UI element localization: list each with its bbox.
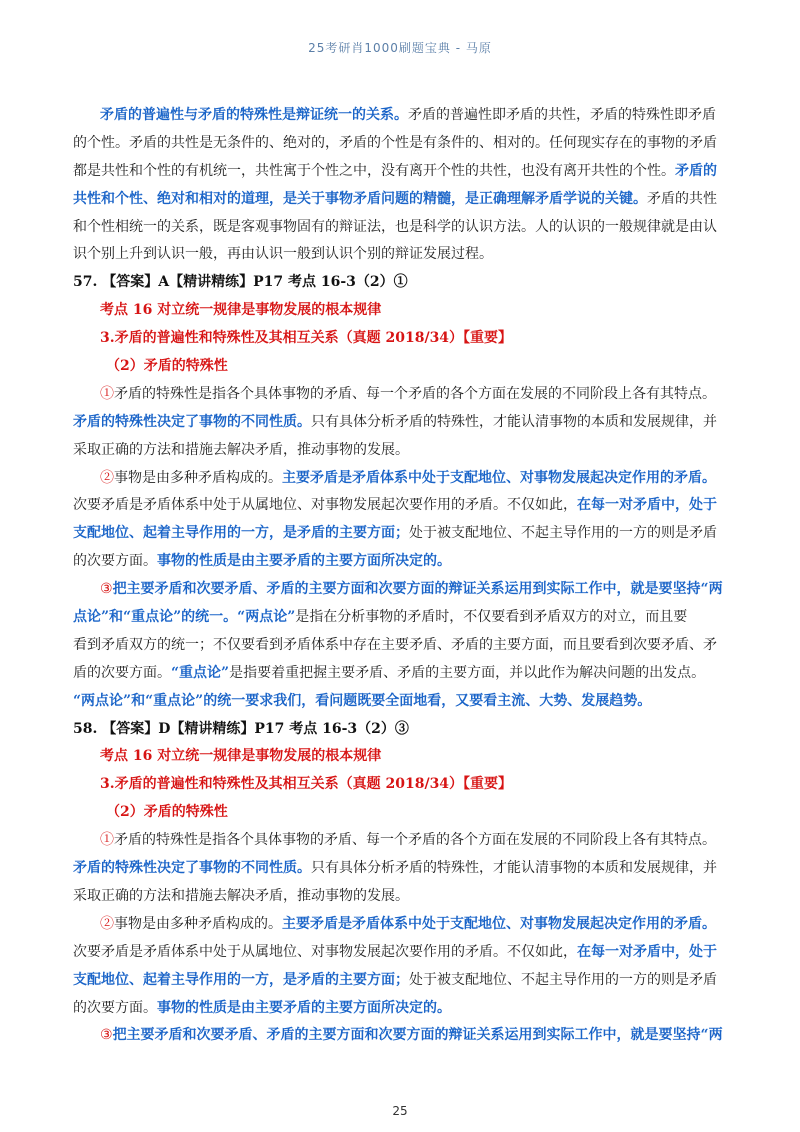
paragraph-line [73,855,728,883]
section-title: 3.矛盾的普遍性和特殊性及其相互关系（真题 2018/34）【重要】 [100,330,513,347]
paragraph-line [73,604,728,632]
paragraph-line: 采取正确的方法和措施去解决矛盾，推动事物的发展。 [73,887,409,904]
highlight-text: 矛盾的特殊性决定了事物的不同性质。 [73,860,311,877]
kaodian-title: 考点 16 对立统一规律是事物发展的根本规律 [100,302,382,319]
paragraph-line: 和个性相统一的关系，既是客观事物固有的辩证法，也是科学的认识方法。人的认识的一般规律就是由认 [73,218,717,235]
paragraph-line: 看到矛盾双方的统一；不仅要看到矛盾体系中存在主要矛盾、矛盾的主要方面，而且要看到次要矛盾、矛 [73,636,717,653]
paragraph-line [73,660,728,688]
highlight-text: 支配地位、起着主导作用的一方，是矛盾的主要方面； [73,525,409,542]
highlight-text: 共性和个性、绝对和相对的道理，是关于事物矛盾问题的精髓，是正确理解矛盾学说的关键。 [73,190,647,207]
paragraph-line [73,576,728,604]
body-text: 只有具体分析矛盾的特殊性，才能认清事物的本质和发展规律，并 [311,413,717,430]
circled-number: ① [100,832,114,849]
paragraph-line [73,967,728,995]
kaodian-title: 考点 16 对立统一规律是事物发展的根本规律 [100,748,382,765]
paragraph-line [73,520,728,548]
body-text: 矛盾的特殊性是指各个具体事物的矛盾、每一个矛盾的各个方面在发展的不同阶段上各有其特点。 [114,832,716,849]
body-text: 处于被支配地位、不起主导作用的一方的则是矛盾 [409,525,717,542]
page-header: 25考研肖1000刷题宝典 - 马原 [308,41,492,55]
page-content [73,102,728,1050]
circled-number: ③ [100,1027,113,1044]
highlight-text: 把主要矛盾和次要矛盾、矛盾的主要方面和次要方面的辩证关系运用到实际工作中，就是要坚持“两 [112,581,723,598]
highlight-text: 矛盾的特殊性决定了事物的不同性质。 [73,413,311,430]
paragraph-line [73,102,728,130]
body-text: 矛盾的特殊性是指各个具体事物的矛盾、每一个矛盾的各个方面在发展的不同阶段上各有其特点。 [114,385,716,402]
paragraph-line [73,465,728,493]
page-number: 25 [392,1104,408,1118]
highlight-text: 在每一对矛盾中，处于 [577,943,717,960]
paragraph-line [73,827,728,855]
answer-heading-57: 57. 【答案】A【精讲精练】P17 考点 16-3（2）① [73,274,408,291]
highlight-text: 主要矛盾是矛盾体系中处于支配地位、对事物发展起决定作用的矛盾。 [282,469,716,486]
body-text: 的次要方面。 [73,553,157,570]
body-text: 矛盾的普遍性即矛盾的共性，矛盾的特殊性即矛盾 [408,107,716,123]
highlight-text: 矛盾的普遍性与矛盾的特殊性是辩证统一的关系。 [100,107,408,123]
body-text: 处于被支配地位、不起主导作用的一方的则是矛盾 [409,971,717,988]
paragraph-line [73,381,728,409]
paragraph-line [73,911,728,939]
paragraph-line: “两点论”和“重点论”的统一要求我们，看问题既要全面地看，又要看主流、大势、发展趋势。 [73,692,652,709]
paragraph-line: 的个性。矛盾的共性是无条件的、绝对的，矛盾的个性是有条件的、相对的。任何现实存在的事物的矛盾 [73,134,717,151]
body-text: 次要矛盾是矛盾体系中处于从属地位、对事物发展起次要作用的矛盾。不仅如此， [73,497,577,514]
paragraph-line [73,995,728,1023]
paragraph-line: 采取正确的方法和措施去解决矛盾，推动事物的发展。 [73,441,409,458]
body-text: 只有具体分析矛盾的特殊性，才能认清事物的本质和发展规律，并 [311,860,717,877]
circled-number: ③ [100,581,113,598]
paragraph-line [73,492,728,520]
paragraph-line [73,939,728,967]
body-text: 事物是由多种矛盾构成的。 [114,469,282,486]
body-text: 事物是由多种矛盾构成的。 [114,915,282,932]
body-text: 是指在分析事物的矛盾时，不仅要看到矛盾双方的对立，而且要 [295,609,688,626]
highlight-text: 支配地位、起着主导作用的一方，是矛盾的主要方面； [73,971,409,988]
paragraph-line [73,409,728,437]
highlight-text: 事物的性质是由主要矛盾的主要方面所决定的。 [157,553,451,570]
answer-heading-58: 58. 【答案】D【精讲精练】P17 考点 16-3（2）③ [73,720,409,737]
highlight-text: 矛盾的 [675,162,717,179]
circled-number: ② [100,469,114,486]
paragraph-line [73,1022,728,1050]
circled-number: ① [100,385,114,402]
body-text: 次要矛盾是矛盾体系中处于从属地位、对事物发展起次要作用的矛盾。不仅如此， [73,943,577,960]
highlight-text: “重点论” [171,664,230,681]
body-text: 盾的次要方面。 [73,664,171,681]
subsection-title: （2）矛盾的特殊性 [106,804,228,821]
paragraph-line: 识个别上升到认识一般，再由认识一般到认识个别的辩证发展过程。 [73,246,493,263]
subsection-title: （2）矛盾的特殊性 [106,358,228,375]
paragraph-line [73,548,728,576]
paragraph-line [73,186,728,214]
body-text: 的次要方面。 [73,999,157,1016]
highlight-text: 主要矛盾是矛盾体系中处于支配地位、对事物发展起决定作用的矛盾。 [282,915,716,932]
body-text: 是指要着重把握主要矛盾、矛盾的主要方面，并以此作为解决问题的出发点。 [229,664,706,681]
highlight-text: 事物的性质是由主要矛盾的主要方面所决定的。 [157,999,451,1016]
body-text: 矛盾的共性 [647,190,717,207]
highlight-text: 点论”和“重点论”的统一。“两点论” [73,609,296,626]
body-text: 都是共性和个性的有机统一，共性寓于个性之中，没有离开个性的共性，也没有离开共性的个性。 [73,162,675,179]
highlight-text: 把主要矛盾和次要矛盾、矛盾的主要方面和次要方面的辩证关系运用到实际工作中，就是要坚持“两 [112,1027,723,1044]
highlight-text: 在每一对矛盾中，处于 [577,497,717,514]
paragraph-line [73,158,728,186]
circled-number: ② [100,915,114,932]
section-title: 3.矛盾的普遍性和特殊性及其相互关系（真题 2018/34）【重要】 [100,776,513,793]
